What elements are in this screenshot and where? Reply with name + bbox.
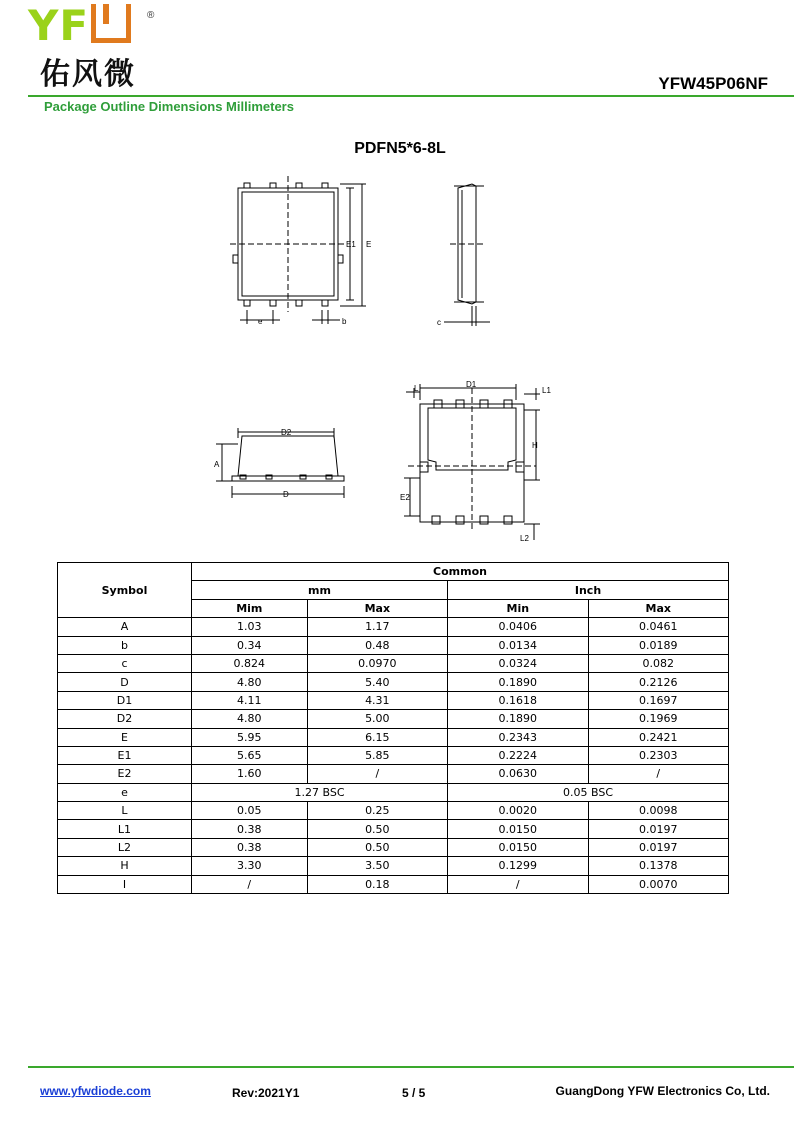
registered-mark: ® bbox=[147, 10, 155, 21]
label-D2: D2 bbox=[281, 428, 292, 437]
table-row: E 5.95 6.15 0.2343 0.2421 bbox=[58, 728, 729, 746]
website-link[interactable]: www.yfwdiode.com bbox=[40, 1084, 151, 1098]
table-row: b 0.34 0.48 0.0134 0.0189 bbox=[58, 636, 729, 654]
label-D1: D1 bbox=[466, 380, 477, 389]
label-L: L bbox=[414, 384, 419, 393]
package-name: PDFN5*6-8L bbox=[354, 140, 446, 157]
table-row: D1 4.11 4.31 0.1618 0.1697 bbox=[58, 691, 729, 709]
table-row: I / 0.18 / 0.0070 bbox=[58, 875, 729, 893]
table-row: E1 5.65 5.85 0.2224 0.2303 bbox=[58, 746, 729, 764]
page-number: 5 / 5 bbox=[402, 1086, 426, 1100]
label-E: E bbox=[366, 240, 372, 249]
label-D: D bbox=[283, 490, 289, 499]
label-b: b bbox=[342, 317, 347, 326]
inch-min-header: Min bbox=[448, 599, 588, 617]
company-name: GuangDong YFW Electronics Co, Ltd. bbox=[555, 1084, 770, 1098]
common-header: Common bbox=[192, 563, 729, 581]
package-outline-drawing bbox=[0, 0, 800, 560]
label-H: H bbox=[532, 441, 538, 450]
part-number: YFW45P06NF bbox=[658, 74, 768, 93]
table-row: E2 1.60 / 0.0630 / bbox=[58, 765, 729, 783]
inch-header: Inch bbox=[448, 581, 729, 599]
label-A: A bbox=[214, 460, 220, 469]
label-L2: L2 bbox=[520, 534, 529, 543]
top-view-top-pads bbox=[244, 183, 328, 188]
table-row: L2 0.38 0.50 0.0150 0.0197 bbox=[58, 838, 729, 856]
logo-chinese-name: 佑风微 bbox=[40, 57, 136, 92]
inch-max-header: Max bbox=[588, 599, 728, 617]
table-row: H 3.30 3.50 0.1299 0.1378 bbox=[58, 857, 729, 875]
section-title: Package Outline Dimensions Millimeters bbox=[44, 99, 294, 114]
label-L1: L1 bbox=[542, 386, 551, 395]
mm-header: mm bbox=[192, 581, 448, 599]
mm-min-header: Mim bbox=[192, 599, 308, 617]
table-row: D 4.80 5.40 0.1890 0.2126 bbox=[58, 673, 729, 691]
mm-max-header: Max bbox=[307, 599, 447, 617]
table-row: A 1.03 1.17 0.0406 0.0461 bbox=[58, 618, 729, 636]
table-row: L 0.05 0.25 0.0020 0.0098 bbox=[58, 802, 729, 820]
top-view-bottom-pads bbox=[244, 300, 328, 306]
table-row: D2 4.80 5.00 0.1890 0.1969 bbox=[58, 710, 729, 728]
label-E1: E1 bbox=[346, 240, 356, 249]
table-row: e 1.27 BSC 0.05 BSC bbox=[58, 783, 729, 801]
footer-divider bbox=[28, 1066, 794, 1068]
dimension-table bbox=[57, 562, 729, 894]
table-row: c 0.824 0.0970 0.0324 0.082 bbox=[58, 654, 729, 672]
logo-text: YF bbox=[28, 1, 90, 50]
label-E2: E2 bbox=[400, 493, 410, 502]
table-row: L1 0.38 0.50 0.0150 0.0197 bbox=[58, 820, 729, 838]
symbol-header: Symbol bbox=[58, 563, 192, 618]
label-c: c bbox=[437, 318, 441, 327]
side-view-lower-body bbox=[238, 436, 338, 476]
label-e: e bbox=[258, 317, 263, 326]
revision-text: Rev:2021Y1 bbox=[232, 1086, 300, 1100]
